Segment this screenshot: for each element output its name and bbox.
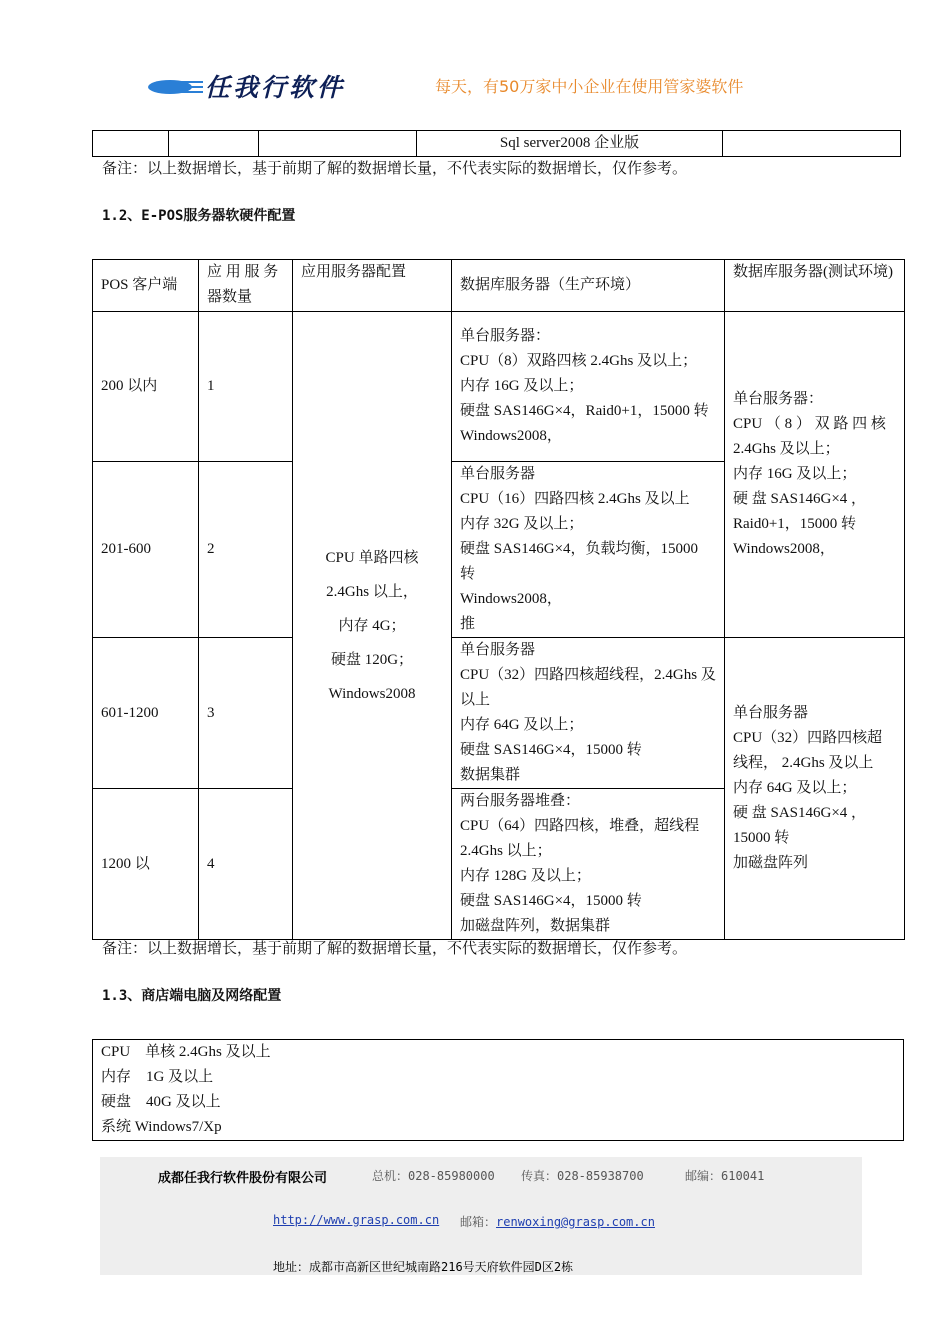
page-header [140, 66, 820, 106]
test-server-cell [725, 312, 905, 638]
spec-line: 加磁盘阵列，数据集群 [460, 918, 611, 934]
spec-line: Windows2008， [733, 541, 835, 557]
spec-line: 单台服务器 [733, 705, 809, 721]
footer-phone: 总机：028-85980000 [372, 1169, 495, 1183]
footer-fax: 传真：028-85938700 [521, 1169, 644, 1183]
spec-line: 推 [460, 616, 476, 632]
table-cell [93, 131, 169, 157]
spec-line: 硬盘 SAS146G×4，15000 转 [460, 742, 642, 758]
logo-swoosh-icon [145, 72, 205, 102]
spec-line: 内存 64G 及以上； [733, 780, 857, 796]
spec-line: 内存 1G 及以上 [101, 1069, 214, 1085]
pc-config-cell [93, 1040, 904, 1141]
spec-line: 内存 16G 及以上； [733, 466, 857, 482]
config-line: CPU 单路四核 [325, 549, 419, 566]
table-row [93, 1040, 904, 1141]
count-cell: 2 [199, 462, 293, 638]
spec-line: Windows2008， [460, 591, 562, 607]
server-config-table [92, 259, 905, 940]
count-cell: 1 [199, 312, 293, 462]
config-line: Windows2008 [328, 685, 416, 702]
spec-line: 硬盘 SAS146G×4，Raid0+1，15000 转 [460, 403, 709, 419]
clients-cell: 200 以内 [93, 312, 199, 462]
spec-line: 内存 16G 及以上； [460, 378, 584, 394]
spec-line: CPU（64）四路四核，堆叠，超线程 2.4Ghs 以上； [460, 818, 700, 859]
table-cell [723, 131, 901, 157]
app-server-config-cell [293, 312, 452, 940]
spec-line: 硬 盘 SAS146G×4 ， Raid0+1，15000 转 [733, 491, 867, 532]
table-row [93, 312, 905, 462]
spec-line: 系统 Windows7/Xp [101, 1119, 222, 1135]
table-cell [169, 131, 259, 157]
footer-address: 地址：成都市高新区世纪城南路216号天府软件园D区2栋 [273, 1260, 574, 1274]
spec-line: Windows2008， [460, 428, 562, 444]
spec-line: CPU（16）四路四核 2.4Ghs 及以上 [460, 491, 690, 507]
footer-postcode: 邮编：610041 [685, 1169, 765, 1183]
spec-line: 内存 32G 及以上； [460, 516, 584, 532]
spec-line: CPU （ 8 ） 双 路 四 核 2.4Ghs 及以上； [733, 416, 886, 457]
prod-server-cell [452, 638, 725, 789]
spec-line: 单台服务器 [460, 642, 536, 658]
clients-cell: 1200 以 [93, 789, 199, 940]
header-cell: 应 用 服 务 器数量 [199, 260, 293, 312]
section-heading: 1.3、商店端电脑及网络配置 [102, 988, 282, 1004]
count-cell: 3 [199, 638, 293, 789]
spec-line: 内存 64G 及以上； [460, 717, 584, 733]
spec-line: 硬盘 SAS146G×4，负载均衡，15000 转 [460, 541, 699, 582]
config-line: 2.4Ghs 以上， [326, 583, 418, 600]
spec-line: 单台服务器： [460, 328, 551, 344]
spec-line: 硬盘 40G 及以上 [101, 1094, 221, 1110]
table-cell: Sql server2008 企业版 [417, 131, 723, 157]
spec-line: 单台服务器： [733, 391, 824, 407]
footer-mail-label: 邮箱： [460, 1215, 497, 1229]
test-server-cell [725, 638, 905, 940]
clients-cell: 201-600 [93, 462, 199, 638]
spec-line: CPU（32）四路四核超线程，2.4Ghs 及以上 [460, 667, 716, 708]
prod-server-cell [452, 312, 725, 462]
spec-line: 两台服务器堆叠： [460, 793, 581, 809]
config-line: 内存 4G； [338, 617, 406, 634]
table-cell [259, 131, 417, 157]
spec-line: CPU（8）双路四核 2.4Ghs 及以上； [460, 353, 698, 369]
top-table [92, 130, 901, 157]
store-pc-config-table [92, 1039, 904, 1141]
header-cell: 应用服务器配置 [293, 260, 452, 312]
spec-line: 硬盘 SAS146G×4，15000 转 [460, 893, 642, 909]
prod-server-cell [452, 462, 725, 638]
spec-line: 加磁盘阵列 [733, 855, 809, 871]
spec-line: 数据集群 [460, 767, 521, 783]
header-cell: 数据库服务器（生产环境） [452, 260, 725, 312]
footer-mail-link[interactable]: renwoxing@grasp.com.cn [496, 1215, 655, 1229]
prod-server-cell [452, 789, 725, 940]
logo-text: 任我行软件 [205, 73, 346, 102]
config-line: 硬盘 120G； [330, 651, 414, 668]
table-header-row [93, 260, 905, 312]
section-heading: 1.2、E-POS服务器软硬件配置 [102, 208, 296, 224]
spec-line: 硬 盘 SAS146G×4 ， 15000 转 [733, 805, 867, 846]
header-cell: POS 客户端 [93, 260, 199, 312]
count-cell: 4 [199, 789, 293, 940]
page-footer [100, 1157, 862, 1275]
clients-cell: 601-1200 [93, 638, 199, 789]
table-row [93, 131, 901, 157]
footer-website-link[interactable]: http://www.grasp.com.cn [273, 1213, 440, 1227]
note-text: 备注：以上数据增长，基于前期了解的数据增长量，不代表实际的数据增长，仅作参考。 [102, 161, 688, 177]
header-slogan: 每天，有50万家中小企业在使用管家婆软件 [435, 77, 744, 96]
header-cell: 数据库服务器(测试环境) [725, 260, 905, 312]
spec-line: 内存 128G 及以上； [460, 868, 591, 884]
note-text: 备注：以上数据增长，基于前期了解的数据增长量，不代表实际的数据增长，仅作参考。 [102, 941, 688, 957]
table-row [93, 638, 905, 789]
spec-line: CPU（32）四路四核超线程， 2.4Ghs 及以上 [733, 730, 883, 771]
footer-company: 成都任我行软件股份有限公司 [158, 1171, 328, 1186]
footer-mail [460, 1213, 655, 1230]
spec-line: 单台服务器 [460, 466, 536, 482]
spec-line: CPU 单核 2.4Ghs 及以上 [101, 1044, 271, 1060]
